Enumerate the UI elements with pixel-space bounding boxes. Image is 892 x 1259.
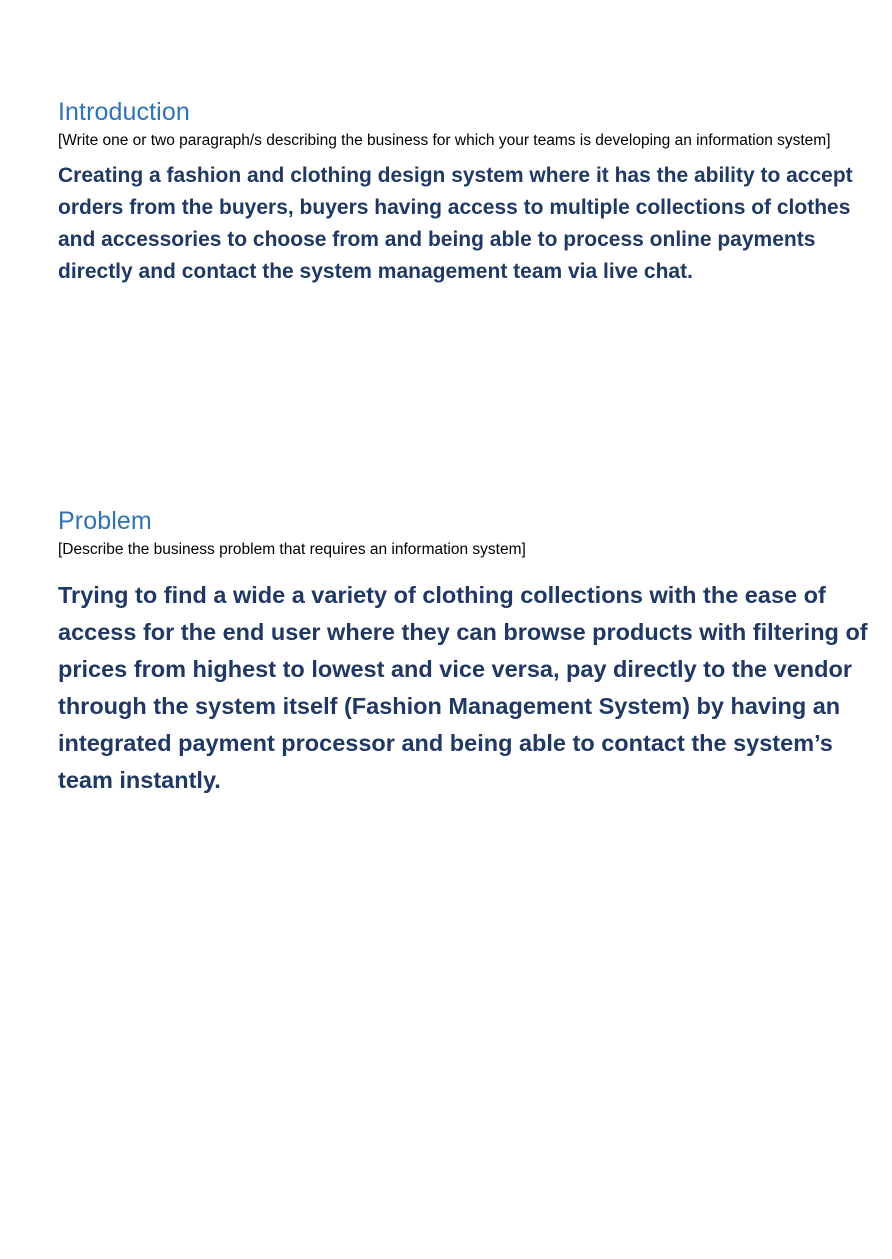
introduction-answer: Creating a fashion and clothing design system where it has the ability to accept orders from the buyers, buyers having access to multiple collections of clothes and accessories to choose from and being able to process online payments directly and contact the system management team via live chat.	[58, 164, 853, 283]
introduction-instruction: [Write one or two paragraph/s describing the business for which your teams is developing an information system]	[58, 132, 831, 149]
problem-section	[58, 505, 878, 799]
problem-answer: Trying to find a wide a variety of clothing collections with the ease of access for the end user where they can browse products with filtering of prices from highest to lowest and vice versa, pay directly to the vendor through the system itself (Fashion Management System) by having an integrated payment processor and being able to contact the system’s team instantly.	[58, 582, 868, 793]
introduction-heading: Introduction	[58, 98, 190, 126]
problem-heading: Problem	[58, 507, 152, 535]
problem-instruction: [Describe the business problem that requires an information system]	[58, 541, 526, 558]
introduction-section	[58, 96, 878, 288]
